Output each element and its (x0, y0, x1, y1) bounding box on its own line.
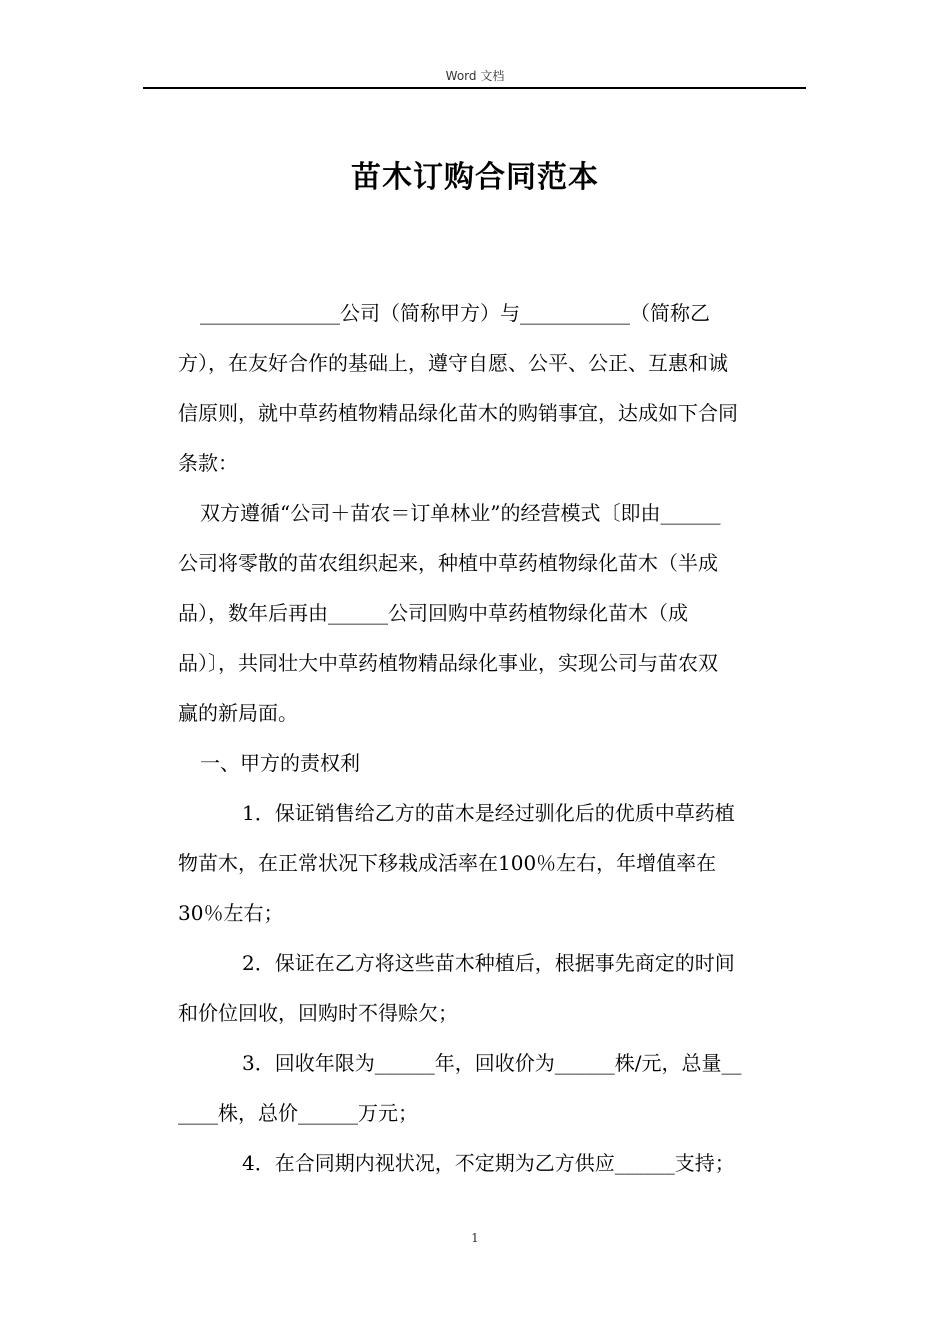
body-line: 品），数年后再由______公司回购中草药植物绿化苗木（成 (178, 601, 688, 625)
body-line: 方），在友好合作的基础上，遵守自愿、公平、公正、互惠和诚 (178, 351, 728, 375)
body-line: 和价位回收，回购时不得赊欠； (178, 1001, 458, 1025)
body-line: 双方遵循“公司＋苗农＝订单林业”的经营模式〔即由______ (200, 501, 721, 525)
body-line: 品）〕，共同壮大中草药植物精品绿化事业，实现公司与苗农双 (178, 651, 718, 675)
body-line: 3．回收年限为______年，回收价为______株/元，总量__ (242, 1051, 742, 1075)
body-line: 公司将零散的苗农组织起来，种植中草药植物绿化苗木（半成 (178, 551, 718, 575)
page-number: 1 (471, 1231, 479, 1245)
body-line: ____株，总价______万元； (178, 1101, 418, 1125)
body-line: 一、甲方的责权利 (200, 751, 360, 775)
body-line: 4．在合同期内视状况，不定期为乙方供应______支持； (242, 1151, 735, 1175)
body-line: ______________公司（简称甲方）与___________（简称乙 (200, 301, 710, 325)
body-line: 赢的新局面。 (178, 701, 298, 725)
document-title: 苗木订购合同范本 (351, 160, 599, 195)
document-body (178, 288, 818, 1188)
body-line: 条款： (178, 451, 238, 475)
body-line: 2．保证在乙方将这些苗木种植后，根据事先商定的时间 (242, 951, 735, 975)
body-line: 1．保证销售给乙方的苗木是经过驯化后的优质中草药植 (242, 801, 735, 825)
body-line: 30％左右； (178, 901, 284, 925)
header-rule (143, 87, 806, 89)
page-header: Word 文档 (445, 69, 505, 83)
body-line: 物苗木，在正常状况下移栽成活率在100％左右，年增值率在 (178, 851, 717, 875)
body-line: 信原则，就中草药植物精品绿化苗木的购销事宜，达成如下合同 (178, 401, 738, 425)
